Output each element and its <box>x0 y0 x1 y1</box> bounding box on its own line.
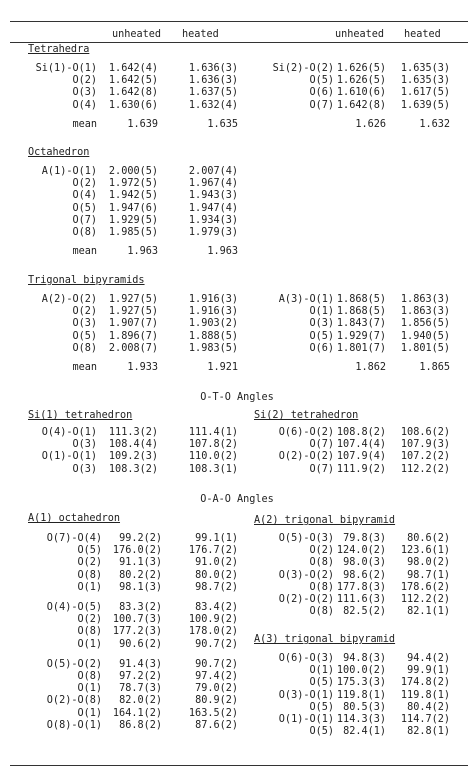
unheated-value: 177.2(3) <box>112 626 162 638</box>
heated-value: 108.6(2) <box>400 427 450 438</box>
unheated-value: 98.1(3) <box>119 581 162 593</box>
unheated-value: 111.3(2) <box>108 427 158 438</box>
row-label: O(6) <box>309 87 334 99</box>
heated-value: 2.007(4) <box>188 166 238 177</box>
heated-value: 1.635(3) <box>400 63 450 74</box>
unheated-value: 1.642(8) <box>108 87 158 99</box>
heated-value: 98.7(1) <box>407 569 450 581</box>
unheated-value: 1.639 <box>127 118 158 130</box>
row-label: O(2)-O(8) <box>46 695 102 707</box>
unheated-value: 111.6(3) <box>336 594 386 605</box>
unheated-value: 1.626 <box>355 118 386 130</box>
heated-value: 1.856(5) <box>400 318 450 330</box>
row-label: O(2)-O(2) <box>278 451 334 463</box>
unheated-value: 1.896(7) <box>108 330 158 342</box>
row-label: O(3) <box>72 463 97 475</box>
heated-value: 110.0(2) <box>188 451 238 463</box>
heated-value: 1.983(5) <box>188 342 238 354</box>
heated-value: 1.635 <box>207 118 238 130</box>
a2-bipyramid-title: A(2) trigonal bipyramid <box>254 515 396 526</box>
heated-value: 114.7(2) <box>400 714 450 725</box>
unheated-value: 79.8(3) <box>343 533 386 544</box>
unheated-value: 83.3(2) <box>119 602 162 613</box>
unheated-value: 82.5(2) <box>343 606 386 618</box>
unheated-value: 1.630(6) <box>108 99 158 111</box>
header-heated: heated <box>182 29 219 40</box>
row-label: O(1)-O(1) <box>41 451 97 463</box>
unheated-value: 2.000(5) <box>108 166 158 177</box>
unheated-value: 1.929(5) <box>108 214 158 226</box>
row-label: O(2)-O(2) <box>278 594 334 605</box>
unheated-value: 1.927(5) <box>108 294 158 305</box>
row-label: O(8) <box>309 581 334 593</box>
heated-value: 91.0(2) <box>195 557 238 569</box>
row-label: Si(1)-O(1) <box>35 63 97 74</box>
unheated-value: 2.008(7) <box>108 342 158 354</box>
row-label: O(4) <box>72 99 97 111</box>
row-label: O(8) <box>72 342 97 354</box>
unheated-value: 1.626(5) <box>336 75 386 87</box>
unheated-value: 91.1(3) <box>119 557 162 569</box>
heated-value: 176.7(2) <box>188 545 238 557</box>
unheated-value: 1.868(5) <box>336 306 386 318</box>
row-label: O(7) <box>309 463 334 475</box>
heated-value: 98.0(2) <box>407 557 450 569</box>
row-label: O(8) <box>72 227 97 238</box>
row-label: O(8) <box>309 557 334 569</box>
header-unheated: unheated <box>112 29 162 40</box>
heated-value: 1.801(5) <box>400 342 450 354</box>
heated-value: 1.903(2) <box>188 318 238 330</box>
heated-value: 90.7(2) <box>195 638 238 650</box>
oto-heading: O-T-O Angles <box>200 392 274 403</box>
row-label: A(3)-O(1) <box>278 294 334 305</box>
heated-value: 1.916(3) <box>188 306 238 318</box>
heated-value: 1.636(3) <box>188 63 238 74</box>
unheated-value: 1.947(6) <box>108 202 158 214</box>
unheated-value: 108.4(4) <box>108 439 158 451</box>
heated-value: 80.9(2) <box>195 695 238 707</box>
unheated-value: 108.3(2) <box>108 463 158 475</box>
row-label: O(1)-O(1) <box>278 714 334 725</box>
row-label: mean <box>72 361 97 373</box>
row-label: O(5) <box>309 677 334 689</box>
heated-value: 99.9(1) <box>407 665 450 677</box>
row-label: O(5) <box>77 545 102 557</box>
bottom-rule <box>10 765 468 766</box>
row-label: O(1) <box>309 306 334 318</box>
heated-value: 108.3(1) <box>188 463 238 475</box>
unheated-value: 91.4(3) <box>119 658 162 670</box>
row-label: O(1) <box>309 665 334 677</box>
heated-value: 90.7(2) <box>195 658 238 670</box>
row-label: O(8)-O(1) <box>46 719 102 731</box>
heated-value: 1.934(3) <box>188 214 238 226</box>
unheated-value: 107.4(4) <box>336 439 386 451</box>
section-title-bipyramids: Trigonal bipyramids <box>28 275 145 286</box>
row-label: O(3)-O(1) <box>278 689 334 701</box>
row-label: O(1) <box>77 683 102 695</box>
row-label: O(3) <box>72 87 97 99</box>
heated-value: 123.6(1) <box>400 545 450 557</box>
row-label: O(2) <box>72 178 97 190</box>
a1-octahedron-title: A(1) octahedron <box>28 513 121 524</box>
unheated-value: 94.8(3) <box>343 653 386 664</box>
unheated-value: 1.942(5) <box>108 190 158 202</box>
heated-value: 100.9(2) <box>188 614 238 626</box>
row-label: A(2)-O(2) <box>41 294 97 305</box>
si1-tetrahedron-title: Si(1) tetrahedron <box>28 410 133 421</box>
unheated-value: 114.3(3) <box>336 714 386 725</box>
heated-value: 163.5(2) <box>188 707 238 719</box>
unheated-value: 1.927(5) <box>108 306 158 318</box>
unheated-value: 1.626(5) <box>336 63 386 74</box>
row-label: O(3)-O(2) <box>278 569 334 581</box>
unheated-value: 100.0(2) <box>336 665 386 677</box>
unheated-value: 1.642(5) <box>108 75 158 87</box>
heated-value: 107.2(2) <box>400 451 450 463</box>
heated-value: 1.636(3) <box>188 75 238 87</box>
row-label: O(3) <box>72 318 97 330</box>
row-label: O(1) <box>77 638 102 650</box>
unheated-value: 1.610(6) <box>336 87 386 99</box>
row-label: O(8) <box>309 606 334 618</box>
row-label: O(2) <box>72 306 97 318</box>
heated-value: 82.1(1) <box>407 606 450 618</box>
unheated-value: 107.9(4) <box>336 451 386 463</box>
unheated-value: 1.843(7) <box>336 318 386 330</box>
row-label: O(5) <box>72 202 97 214</box>
heated-value: 1.963 <box>207 245 238 257</box>
row-label: O(5) <box>72 330 97 342</box>
heated-value: 1.632 <box>419 118 450 130</box>
unheated-value: 1.868(5) <box>336 294 386 305</box>
header-heated-right: heated <box>404 29 441 40</box>
unheated-value: 98.6(2) <box>343 569 386 581</box>
row-label: A(1)-O(1) <box>41 166 97 177</box>
unheated-value: 82.4(1) <box>343 726 386 738</box>
section-title-tetrahedra: Tetrahedra <box>28 44 90 55</box>
unheated-value: 1.972(5) <box>108 178 158 190</box>
heated-value: 1.947(4) <box>188 202 238 214</box>
heated-value: 107.8(2) <box>188 439 238 451</box>
heated-value: 1.921 <box>207 361 238 373</box>
row-label: O(4)-O(5) <box>46 602 102 613</box>
heated-value: 1.865 <box>419 361 450 373</box>
heated-value: 178.6(2) <box>400 581 450 593</box>
heated-value: 119.8(1) <box>400 689 450 701</box>
heated-value: 1.943(3) <box>188 190 238 202</box>
unheated-value: 1.801(7) <box>336 342 386 354</box>
row-label: O(8) <box>77 626 102 638</box>
heated-value: 1.967(4) <box>188 178 238 190</box>
unheated-value: 90.6(2) <box>119 638 162 650</box>
heated-value: 79.0(2) <box>195 683 238 695</box>
unheated-value: 1.963 <box>127 245 158 257</box>
heated-value: 99.1(1) <box>195 533 238 544</box>
unheated-value: 109.2(3) <box>108 451 158 463</box>
heated-value: 1.863(3) <box>400 294 450 305</box>
unheated-value: 97.2(2) <box>119 671 162 682</box>
heated-value: 83.4(2) <box>195 602 238 613</box>
unheated-value: 1.929(7) <box>336 330 386 342</box>
row-label: O(6)-O(3) <box>278 653 334 664</box>
heated-value: 174.8(2) <box>400 677 450 689</box>
row-label: O(5) <box>309 75 334 87</box>
heated-value: 1.637(5) <box>188 87 238 99</box>
row-label: O(8) <box>77 671 102 682</box>
unheated-value: 164.1(2) <box>112 707 162 719</box>
heated-value: 1.617(5) <box>400 87 450 99</box>
row-label: O(5) <box>309 726 334 738</box>
unheated-value: 80.2(2) <box>119 569 162 581</box>
heated-value: 1.632(4) <box>188 99 238 111</box>
heated-value: 1.940(5) <box>400 330 450 342</box>
heated-value: 1.979(3) <box>188 227 238 238</box>
unheated-value: 99.2(2) <box>119 533 162 544</box>
heated-value: 107.9(3) <box>400 439 450 451</box>
unheated-value: 86.8(2) <box>119 719 162 731</box>
unheated-value: 80.5(3) <box>343 701 386 713</box>
heated-value: 80.0(2) <box>195 569 238 581</box>
unheated-value: 108.8(2) <box>336 427 386 438</box>
heated-value: 1.888(5) <box>188 330 238 342</box>
si2-tetrahedron-title: Si(2) tetrahedron <box>254 410 359 421</box>
row-label: O(5)-O(2) <box>46 658 102 670</box>
unheated-value: 1.642(4) <box>108 63 158 74</box>
heated-value: 87.6(2) <box>195 719 238 731</box>
row-label: O(8) <box>77 569 102 581</box>
row-label: Si(2)-O(2) <box>272 63 334 74</box>
heated-value: 111.4(1) <box>188 427 238 438</box>
heated-value: 1.863(3) <box>400 306 450 318</box>
heated-value: 1.916(3) <box>188 294 238 305</box>
top-rule <box>10 21 468 22</box>
row-label: O(5) <box>309 701 334 713</box>
a3-bipyramid-title: A(3) trigonal bipyramid <box>254 634 396 645</box>
unheated-value: 1.933 <box>127 361 158 373</box>
unheated-value: 1.985(5) <box>108 227 158 238</box>
section-title-octahedron: Octahedron <box>28 147 90 158</box>
row-label: O(2) <box>309 545 334 557</box>
unheated-value: 175.3(3) <box>336 677 386 689</box>
row-label: O(5) <box>309 330 334 342</box>
row-label: O(7) <box>72 214 97 226</box>
heated-value: 1.639(5) <box>400 99 450 111</box>
header-unheated-right: unheated <box>335 29 385 40</box>
row-label: O(6)-O(2) <box>278 427 334 438</box>
row-label: O(7) <box>309 439 334 451</box>
unheated-value: 124.0(2) <box>336 545 386 557</box>
heated-value: 82.8(1) <box>407 726 450 738</box>
unheated-value: 78.7(3) <box>119 683 162 695</box>
unheated-value: 119.8(1) <box>336 689 386 701</box>
row-label: O(3) <box>72 439 97 451</box>
unheated-value: 1.862 <box>355 361 386 373</box>
unheated-value: 1.907(7) <box>108 318 158 330</box>
oao-heading: O-A-O Angles <box>200 494 274 505</box>
heated-value: 94.4(2) <box>407 653 450 664</box>
unheated-value: 82.0(2) <box>119 695 162 707</box>
unheated-value: 176.0(2) <box>112 545 162 557</box>
unheated-value: 111.9(2) <box>336 463 386 475</box>
row-label: O(4)-O(1) <box>41 427 97 438</box>
row-label: O(2) <box>77 557 102 569</box>
heated-value: 178.0(2) <box>188 626 238 638</box>
row-label: O(1) <box>77 707 102 719</box>
row-label: O(5)-O(3) <box>278 533 334 544</box>
row-label: O(7)-O(4) <box>46 533 102 544</box>
heated-value: 80.6(2) <box>407 533 450 544</box>
unheated-value: 100.7(3) <box>112 614 162 626</box>
row-label: O(1) <box>77 581 102 593</box>
heated-value: 97.4(2) <box>195 671 238 682</box>
row-label: O(3) <box>309 318 334 330</box>
row-label: O(4) <box>72 190 97 202</box>
heated-value: 112.2(2) <box>400 463 450 475</box>
unheated-value: 1.642(8) <box>336 99 386 111</box>
row-label: O(6) <box>309 342 334 354</box>
row-label: O(7) <box>309 99 334 111</box>
heated-value: 98.7(2) <box>195 581 238 593</box>
row-label: mean <box>72 118 97 130</box>
header-rule <box>10 42 468 43</box>
row-label: O(2) <box>77 614 102 626</box>
unheated-value: 177.8(3) <box>336 581 386 593</box>
heated-value: 112.2(2) <box>400 594 450 605</box>
unheated-value: 98.0(3) <box>343 557 386 569</box>
row-label: O(2) <box>72 75 97 87</box>
row-label: mean <box>72 245 97 257</box>
heated-value: 1.635(3) <box>400 75 450 87</box>
heated-value: 80.4(2) <box>407 701 450 713</box>
